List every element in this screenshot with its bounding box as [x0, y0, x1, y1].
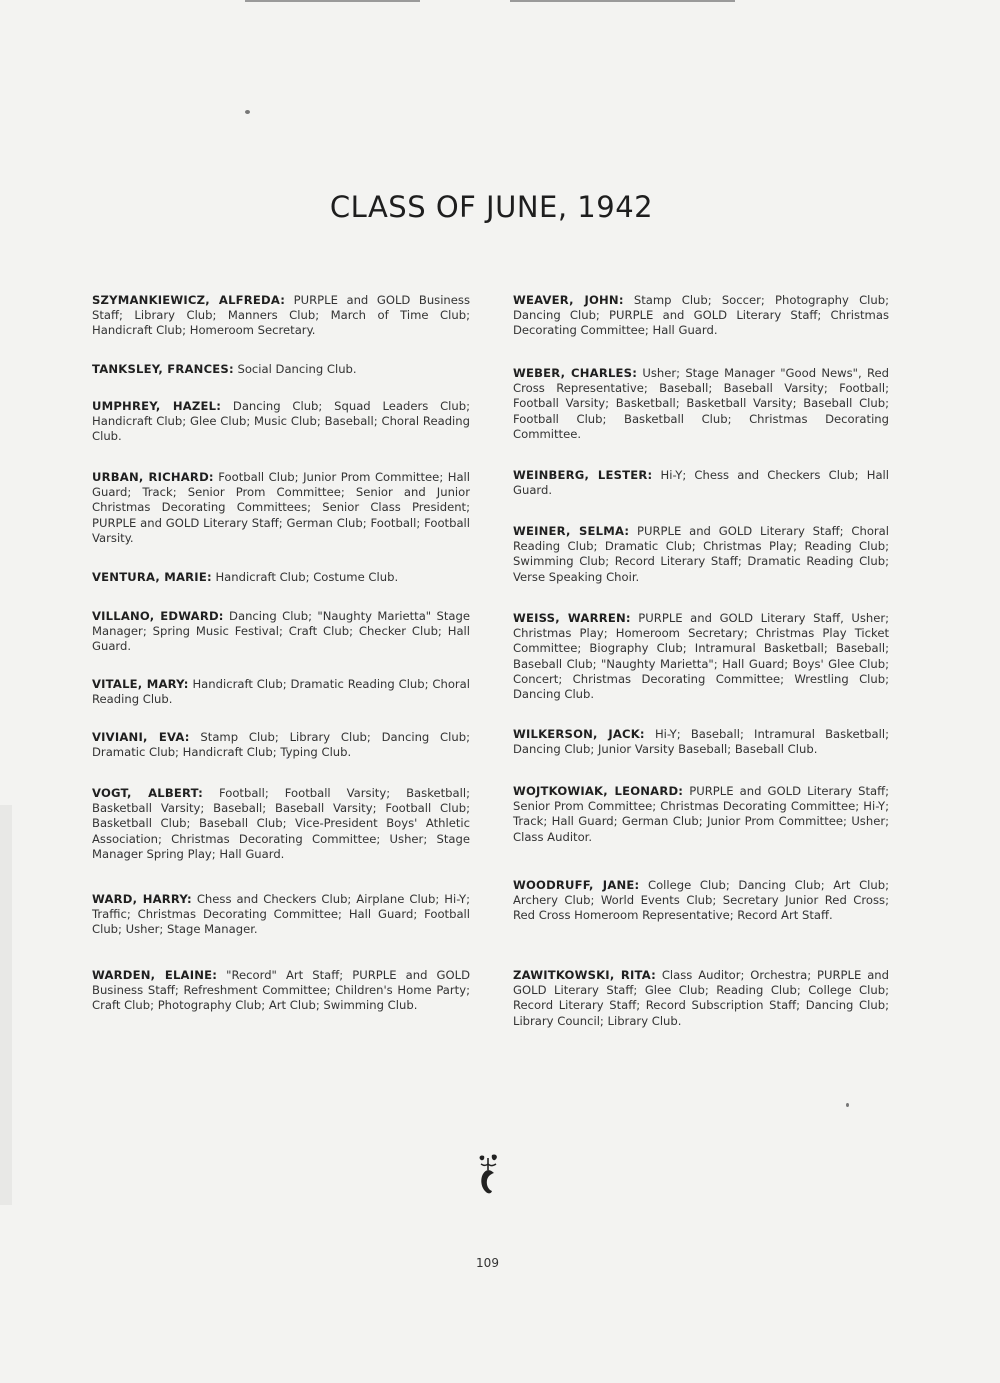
student-name: WARDEN, ELAINE: — [92, 968, 218, 982]
student-activities: Usher; Stage Manager "Good News", Red Cross Representative; Baseball; Baseball Varsity; Football; Football Varsity; Basketball; Basketball Varsity; Baseball Club; Football Club; Basketball Club; Christmas Decorating Committee. — [513, 366, 890, 441]
student-name: WEBER, CHARLES: — [513, 366, 638, 380]
student-entry — [92, 968, 470, 1014]
student-activities: "Record" Art Staff; PURPLE and GOLD Business Staff; Refreshment Committee; Children's Home Party; Craft Club; Photography Club; Art Club; Swimming Club. — [92, 968, 470, 1013]
student-entry — [92, 293, 470, 339]
student-entry — [513, 524, 889, 585]
student-name: WARD, HARRY: — [92, 892, 192, 906]
student-activities: Class Auditor; Orchestra; PURPLE and GOLD Literary Staff; Glee Club; Reading Club; College Club; Record Literary Staff; Record Subscription Staff; Dancing Club; Library Council; Library Club. — [513, 968, 889, 1028]
page-title: CLASS OF JUNE, 1942 — [329, 190, 654, 224]
student-name: ZAWITKOWSKI, RITA: — [513, 968, 656, 982]
student-name: WEINER, SELMA: — [513, 524, 630, 538]
top-rule-right — [510, 0, 735, 2]
student-name: WILKERSON, JACK: — [513, 727, 645, 741]
student-activities: Chess and Checkers Club; Airplane Club; Hi-Y; Traffic; Christmas Decorating Committee; Hall Guard; Football Club; Usher; Stage Manager. — [92, 892, 471, 937]
student-activities: Football Club; Junior Prom Committee; Hall Guard; Track; Senior Prom Committee; Senior and Junior Christmas Decorating Committees; Senior Class President; PURPLE and GOLD Literary Staff; German Club; Football; Football Varsity. — [92, 470, 470, 545]
student-entry — [92, 570, 470, 585]
student-name: VOGT, ALBERT: — [92, 786, 203, 800]
student-entry — [513, 968, 889, 1029]
student-activities: Social Dancing Club. — [237, 362, 357, 376]
student-entry — [513, 468, 889, 498]
student-name: WEAVER, JOHN: — [513, 293, 624, 307]
student-entry — [513, 293, 889, 339]
student-entry — [92, 399, 470, 445]
student-entry — [513, 878, 889, 924]
student-name: WEINBERG, LESTER: — [513, 468, 653, 482]
student-name: UMPHREY, HAZEL: — [92, 399, 222, 413]
student-name: SZYMANKIEWICZ, ALFREDA: — [92, 293, 286, 307]
speck — [846, 1103, 849, 1107]
student-entry — [513, 784, 889, 845]
student-entry — [513, 611, 889, 702]
student-activities: Hi-Y; Chess and Checkers Club; Hall Guard. — [513, 468, 889, 498]
student-name: VIVIANI, EVA: — [92, 730, 190, 744]
student-activities: PURPLE and GOLD Literary Staff; Senior Prom Committee; Christmas Decorating Committee; Hi-Y; Track; Hall Guard; German Club; Junior Prom Committee; Usher; Class Auditor. — [513, 784, 889, 844]
student-activities: Handicraft Club; Costume Club. — [215, 570, 399, 584]
student-activities: Stamp Club; Library Club; Dancing Club; Dramatic Club; Handicraft Club; Typing Club. — [92, 730, 470, 760]
student-entry — [92, 609, 470, 655]
student-activities: Handicraft Club; Dramatic Reading Club; Choral Reading Club. — [92, 677, 471, 707]
student-activities: PURPLE and GOLD Business Staff; Library Club; Manners Club; March of Time Club; Handicraft Club; Homeroom Secretary. — [92, 293, 470, 338]
page-number: 109 — [476, 1256, 499, 1270]
student-entry — [92, 362, 470, 377]
student-activities: College Club; Dancing Club; Art Club; Archery Club; World Events Club; Secretary Junior Red Cross; Red Cross Homeroom Representative; Record Art Staff. — [513, 878, 890, 923]
leaf-ornament-icon — [474, 1152, 502, 1198]
student-entry — [92, 892, 470, 938]
student-name: VENTURA, MARIE: — [92, 570, 212, 584]
student-name: VITALE, MARY: — [92, 677, 189, 691]
student-name: WEISS, WARREN: — [513, 611, 631, 625]
student-activities: Dancing Club; "Naughty Marietta" Stage Manager; Spring Music Festival; Craft Club; Checker Club; Hall Guard. — [92, 609, 471, 654]
student-activities: Dancing Club; Squad Leaders Club; Handicraft Club; Glee Club; Music Club; Baseball; Choral Reading Club. — [92, 399, 470, 444]
student-activities: Hi-Y; Baseball; Intramural Basketball; Dancing Club; Junior Varsity Baseball; Baseball Club. — [513, 727, 889, 757]
student-entry — [513, 727, 889, 757]
student-activities: PURPLE and GOLD Literary Staff, Usher; Christmas Play; Homeroom Secretary; Christmas Play Ticket Committee; Biography Club; Intramural Basketball; Baseball; Baseball Club; "Naughty Marietta"; Hall Guard; Boys' Glee Club; Concert; Christmas Decorating Committee; Wrestling Club; Dancing Club. — [513, 611, 890, 702]
student-activities: Football; Football Varsity; Basketball; Basketball Varsity; Baseball; Baseball Varsity; Football Club; Basketball Club; Baseball Club; Vice-President Boys' Athletic Association; Christmas Decorating Committee; Usher; Stage Manager Spring Play; Hall Guard. — [92, 786, 470, 861]
student-name: WOODRUFF, JANE: — [513, 878, 640, 892]
student-name: URBAN, RICHARD: — [92, 470, 214, 484]
student-entry — [92, 786, 470, 862]
edge-shadow — [0, 805, 12, 1205]
student-entry — [92, 677, 470, 707]
student-entry — [513, 366, 889, 442]
student-entry — [92, 730, 470, 760]
student-name: VILLANO, EDWARD: — [92, 609, 224, 623]
student-activities: Stamp Club; Soccer; Photography Club; Dancing Club; PURPLE and GOLD Literary Staff; Christmas Decorating Committee; Hall Guard. — [513, 293, 889, 338]
speck — [245, 110, 250, 114]
student-entry — [92, 470, 470, 546]
student-name: TANKSLEY, FRANCES: — [92, 362, 234, 376]
top-rule-left — [245, 0, 420, 2]
student-name: WOJTKOWIAK, LEONARD: — [513, 784, 684, 798]
student-activities: PURPLE and GOLD Literary Staff; Choral Reading Club; Dramatic Club; Christmas Play; Reading Club; Swimming Club; Record Literary Staff; Dramatic Reading Club; Verse Speaking Choir. — [513, 524, 890, 584]
